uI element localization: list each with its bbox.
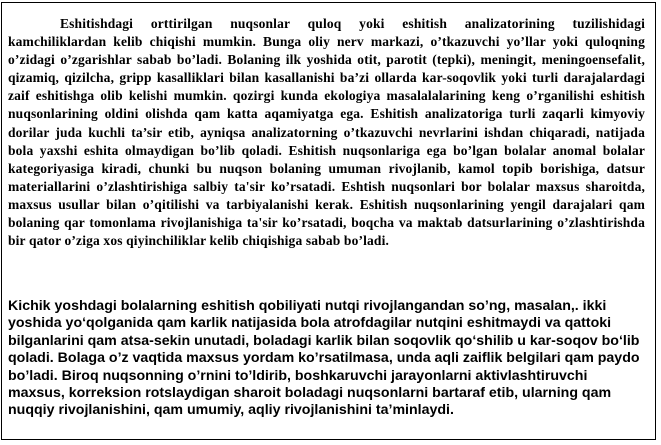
paragraph-serif: Eshitishdagi orttirilgan nuqsonlar quloq yoki eshitish analizatorining tuzilishidagi kamchiliklardan kelib chiqishi mumkin. Bunga oliy nerv markazi, o’tkazuvchi yo’llar yoki quloqning o’zidagi o’zgarishlar sabab bo’ladi. Bolaning ilk yoshida otit, parotit (tepki), meningit, meningoensefalit, qizamiq, qizilcha, gripp kasalliklari bilan kasallanishi ba’zi ollarda kar-soqovlik yoki turli darajalardagi zaif eshitishga olib kelishi mumkin. qozirgi kunda ekologiya masalalalarining keng o’rganilishi eshitish nuqsonlarining oldini olishda qam katta aqamiyatga ega. Eshitish analizatoriga turli zaqarli kimyoviy dorilar juda kuchli ta’sir etib, ayniqsa analizatorning o’tkazuvchi nevrlarini ishdan chiqaradi, natijada bola yaxshi eshita olmaydigan bo’lib qoladi. Eshitish nuqsonlariga ega bo’lgan bolalar anomal bolalar kategoriyasiga kiradi, chunki bu nuqson bolaning umuman rivojlanib, kamol topib borishiga, datsur materiallarini o’zlashtirishiga salbiy ta'sir ko’rsatadi. Eshtish nuqsonlari bor bolalar maxsus sharoitda, maxsus usullar bilan o’qitilishi va tarbiyalanishi kerak. Eshitish nuqsonlarining yengil darajalari qam bolaning qar tomonlama rivojlanishiga ta'sir ko’rsatadi, boqcha va maktab datsurlarining o’zlashtirishda bir qator o’ziga xos qiyinchiliklar kelib chiqishiga sabab bo’ladi. — [8, 16, 645, 249]
document-frame — [1, 2, 656, 440]
paragraph-sans: Kichik yoshdagi bolalarning eshitish qobiliyati nutqi rivojlangandan so’ng, masalan,. ikki yoshida yo‘qolganida qam karlik natijasida bola atrofdagilar nutqini eshitmaydi va qattoki bilganlarini qam atsa-sekin unutadi, boladagi karlik bilan soqovlik qo‘shilib u kar-soqov bo‘lib qoladi. Bolaga o’z vaqtida maxsus yordam ko’rsatilmasa, unda aqli zaiflik belgilari qam paydo bo’ladi. Biroq nuqsonning o’rnini to’ldirib, boshkaruvchi jarayonlarni aktivlashtiruvchi maxsus, korreksion rotslaydigan sharoit boladagi nuqsonlarni bartaraf etib, ularning qam nuqqiy rivojlanishini, qam umumiy, aqliy rivojlanishini ta’minlaydi. — [8, 298, 640, 419]
